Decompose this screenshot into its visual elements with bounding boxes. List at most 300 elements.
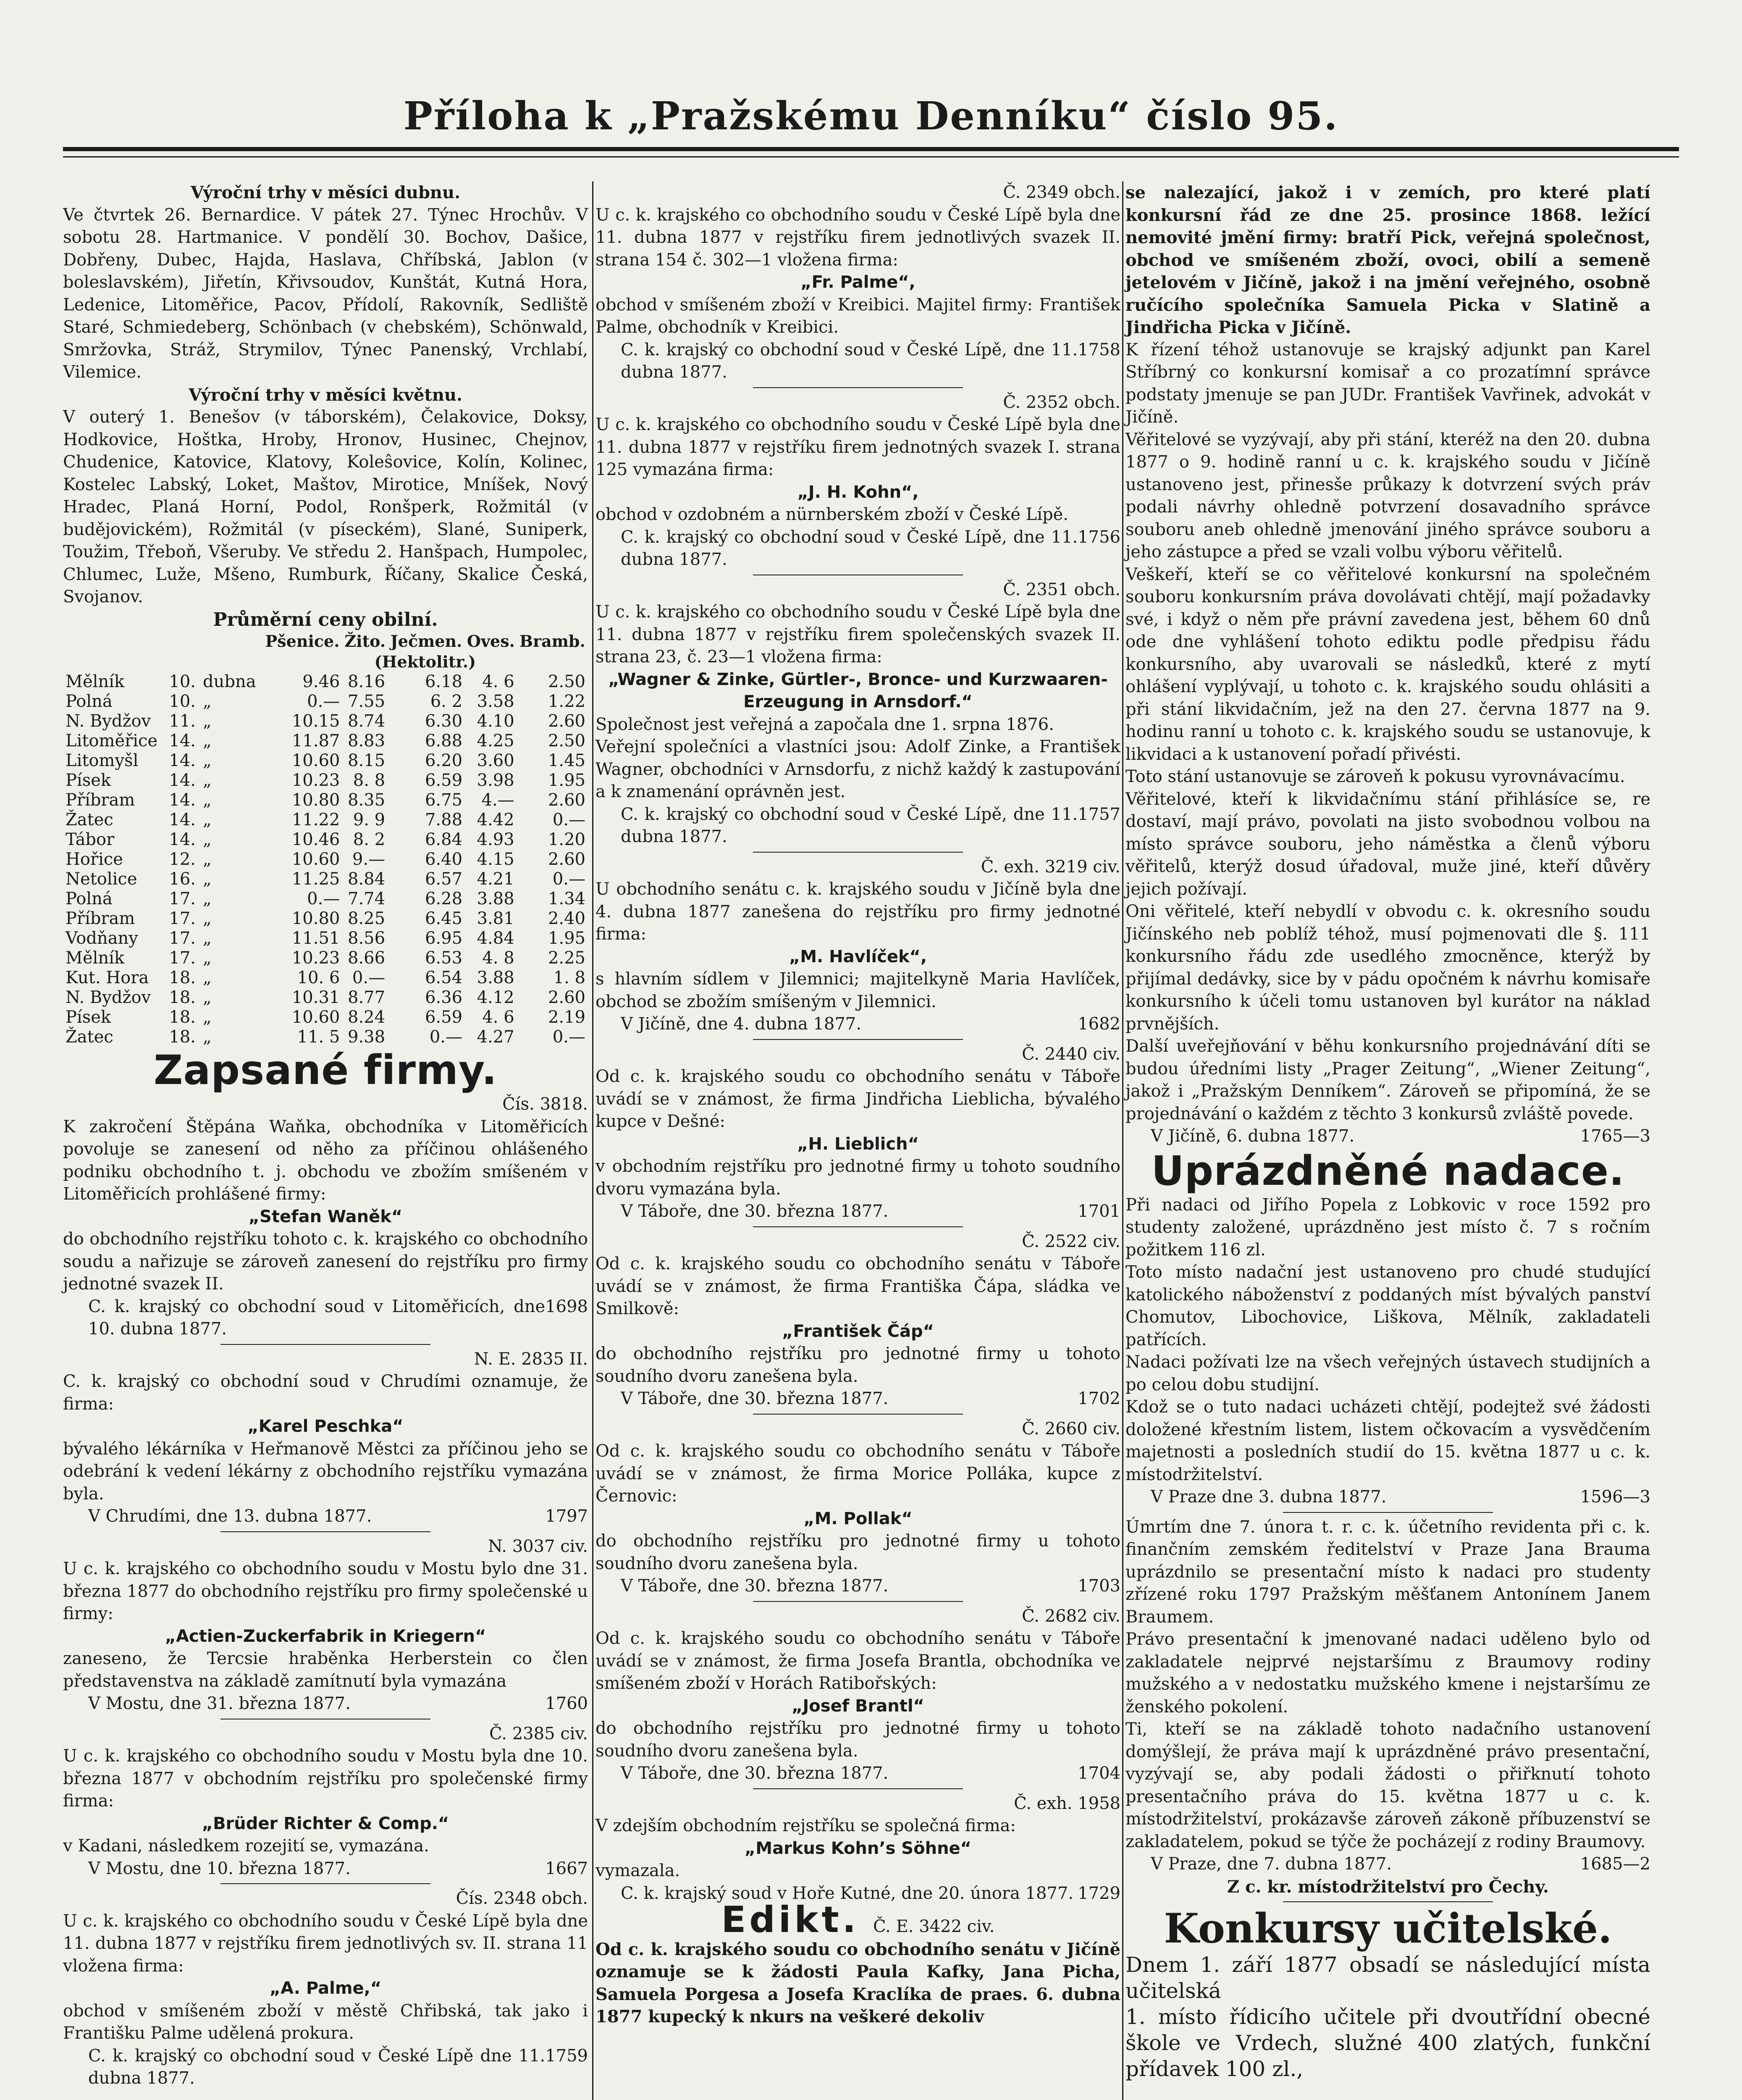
market-town: Litomyšl [66,751,139,770]
entry-text: U c. k. krajského co obchodního soudu v České Lípě byla dne 11. dubna 1877 v rejstříku firem jednotlivých svazek II. strana 154 č. 302—1 vložena firma: [596,205,1120,270]
grain-price-row [63,711,588,731]
endowments-section-title: Uprázdněné nadace. [1151,1147,1625,1194]
price-cell: „ [203,692,212,711]
entry-number: 1701 [1078,1202,1120,1221]
market-town: Písek [66,771,111,790]
price-cell: 3.58 [477,692,514,711]
price-cell: 16. [169,869,196,889]
price-cell: 10. [169,672,196,691]
price-cell: 2.25 [548,948,585,968]
price-cell: „ [203,988,212,1007]
price-cell: „ [203,771,212,790]
entry-ref: Č. 2660 civ. [1022,1419,1120,1438]
price-cell: „ [203,850,212,869]
price-cell: 3.88 [477,889,514,908]
fairs-april-title: Výroční trhy v měsíci dubnu. [190,183,460,202]
fairs-april-text: Ve čtvrtek 26. Bernardice. V pátek 27. Týnec Hrochův. V sobotu 28. Hartmanice. V pondělí 30. Bochov, Dašice, Dobřeny, Dubec, Hajda, Haslava, Chříbská, Jablon (v boleslavském), Jiřetín, Křivsoudov, Kunštát, Kutná Hora, Ledenice, Litoměřice, Pacov, Přídolí, Rakovník, Sedliště Staré, Schmiedeberg, Schönbach (v chebském), Schönwald, Smržovka, Stráž, Strymilov, Týnec Panenský, Vrchlabí, Vilemice. [63,205,588,382]
price-cell: 7.55 [348,692,386,711]
firm-name: „Stefan Waněk“ [248,1207,403,1226]
grain-price-row [63,751,588,771]
entry-text: bývalého lékárníka v Heřmanově Městci za příčinou jeho se odebrání k vedení lékárny z obchodního rejstříku vymazána byla. [63,1439,588,1504]
entry-ref: Č. 2352 obch. [1003,392,1120,412]
entry-place: V Praze, dne 7. dubna 1877. [1151,1854,1392,1874]
entry-text: s hlavním sídlem v Jilemnici; majitelkyně Maria Havlíček, obchod se zbožím smíšeným v Jilemnici. [596,969,1120,1011]
endowment-paragraph: Právo presentační k jmenované nadaci uděleno bylo od zakladatele nejprvé nejstaršímu z Braumovy rodiny mužského a v nedostatku mužského kmene i nejstaršímu ze ženského pokolení. [1125,1630,1650,1717]
firms-section-title: Zapsané firmy. [153,1047,498,1094]
entry-place: V Chrudími, dne 13. dubna 1877. [88,1507,372,1526]
firm-name: „Fr. Palme“, [800,273,916,292]
price-cell: 18. [169,1008,196,1027]
price-cell: 4. 6 [482,672,514,691]
price-cell: 8. 8 [353,771,386,790]
grain-price-row [63,948,588,968]
firm-name: „Karel Peschka“ [247,1417,404,1436]
entry-ref: Čís. 2348 obch. [456,1889,588,1908]
price-cell: 4. 8 [482,948,514,968]
col-header: Žito. [344,632,386,651]
col-header: Oves. [467,632,515,651]
market-town: N. Bydžov [66,711,151,731]
price-cell: 6.59 [425,1008,463,1027]
entry-ref: Č. 2349 obch. [1003,183,1120,202]
price-cell: 8.66 [348,948,386,968]
price-cell: 2.60 [548,988,585,1007]
entry-ref: N. E. 2835 II. [474,1349,588,1369]
price-cell: 10.80 [291,790,340,810]
price-cell: 10.23 [291,771,340,790]
market-town: Polná [66,692,113,711]
entry-place: C. k. krajský co obchodní soud v České Lípě, dne 11. dubna 1877. [621,340,1078,382]
separator [753,1226,963,1227]
price-cell: 8.77 [348,988,386,1007]
grain-price-row [63,988,588,1008]
market-town: Příbram [66,790,135,810]
price-cell: 4.21 [477,869,514,889]
entry-place: V Táboře, dne 30. března 1877. [621,1389,889,1408]
edikt-paragraph: K řízení téhož ustanovuje se krajský adjunkt pan Karel Stříbrný co konkursní komisař a co prozatímní správce podstaty jmenuje se pan JUDr. František Vavřinek, advokát v Jičíně. [1125,340,1650,427]
price-cell: 9.38 [348,1027,386,1047]
market-town: Kut. Hora [66,968,149,987]
price-cell: 12. [169,850,196,869]
firm-name: „H. Lieblich“ [797,1134,919,1154]
price-cell: 6.20 [425,751,463,770]
entry-number: 1698 [545,1297,588,1316]
entry-number: 1682 [1078,1014,1120,1034]
price-cell: 4. 6 [482,1008,514,1027]
endowment-paragraph: Úmrtím dne 7. února t. r. c. k. účetního revidenta při c. k. finančním zemském ředitelství v Praze Jana Brauma uprázdnilo se presentační místo k nadaci pro studenty zřízené roku 1797 Pražským měšťanem Antonínem Janem Braumem. [1125,1517,1650,1627]
market-town: Litoměřice [66,731,158,751]
price-cell: „ [203,948,212,968]
market-town: Příbram [66,909,135,928]
grain-price-row [63,810,588,830]
entry-number: 1685—2 [1580,1854,1650,1874]
price-cell: 10. 6 [297,968,340,987]
price-cell: 10.46 [291,830,340,849]
col-header: Bramb. [519,632,585,651]
edikt-paragraph: Věřitelové, kteří k likvidačnímu stání přihlásíce se, re dostaví, mají právo, povolati na jisto svobodnou volbou na místo správce souboru, jeho náměstka a členů výboru věřitelů, kterýž dosud úřadoval, muže jiné, kteří důvěry jejich požívají. [1125,789,1650,899]
price-cell: 1.95 [548,929,585,948]
entry-number: 1596—3 [1580,1487,1650,1507]
price-cell: 4.93 [477,830,514,849]
price-cell: 2.50 [548,731,585,751]
price-cell: 8.16 [348,672,386,691]
firm-name: „M. Havlíček“, [789,947,927,966]
entry-place: C. k. krajský co obchodní soud v České Lípě, dne 11. dubna 1877. [621,804,1078,846]
entry-text: U c. k. krajského co obchodního soudu v Mostu bylo dne 31. března 1877 do obchodního rejstříku pro firmy společenské u firmy: [63,1559,588,1623]
price-cell: „ [203,889,212,908]
price-cell: 2.40 [548,909,585,928]
edikt-paragraph: Veškeří, kteří se co věřitelové konkursní na společném souboru konkursním práva dovolávati chtějí, mají požadavky své, i když o něm pře právní zavedena jest, během 60 dnů ode dne vyhlášení tohoto ediktu podle předpisu řádu konkursního, aby uvarovali se následků, které z mytí ohlášení vyplývají, u tohoto c. k. krajského soudu ohlásiti a při stání likvidačním, jež na den 27. června 1877 na 9. hodinu ranní u tohoto c. k. krajského soudu se ustanovuje, k likvidaci a k ustanovení pořadí přivésti. [1125,564,1650,764]
entry-ref: Č. exh. 3219 civ. [981,857,1120,877]
entry-text: v obchodním rejstříku pro jednotné firmy u tohoto soudního dvoru vymazána byla. [596,1157,1120,1199]
competition-paragraph: 1. místo řídicího učitele při dvoutřídní obecné škole ve Vrdech, služné 400 zlatých, funkční přídavek 100 zl., [1125,2005,1650,2081]
grain-price-row [63,968,588,988]
price-cell: 6.84 [425,830,463,849]
price-cell: 8.24 [348,1008,386,1027]
column-divider-2 [1122,181,1123,2100]
firm-name: „Wagner & Zinke, Gürtler-, Bronce- und Kurzwaaren-Erzeugung in Arnsdorf.“ [608,669,1108,711]
grain-price-row [63,731,588,751]
price-cell: 11.22 [291,810,340,830]
entry-ref: Č. 2682 civ. [1022,1606,1120,1626]
col-header: Pšenice. [265,632,340,651]
entry-text: U c. k. krajského co obchodního soudu v České Lípě byla dne 11. dubna 1877 v rejstříku firem jednotných svazek I. strana 125 vymazána firma: [596,415,1120,479]
grain-price-row [63,929,588,948]
price-cell: 6.95 [425,929,463,948]
entry-ref: Č. exh. 1958 [1014,1793,1120,1813]
price-cell: 8.35 [348,790,386,810]
entry-text: V zdejším obchodním rejstříku se společná firma: [596,1816,1016,1835]
entry-ref: Č. 2440 civ. [1022,1044,1120,1064]
entry-text: K zakročení Štěpána Waňka, obchodníka v Litoměřicích povoluje se zanesení od něho za příčinou ohlášeného podniku obchodního t. j. obchodu ve zbožím smíšeném v Litoměřicích prohlášené firmy: [63,1117,588,1204]
entry-text: C. k. krajský co obchodní soud v Chrudími oznamuje, že firma: [63,1372,588,1414]
separator [1283,1901,1493,1902]
price-cell: 11.51 [291,929,340,948]
grain-prices-table [63,631,588,1047]
price-cell: „ [203,711,212,731]
grain-price-row [63,771,588,790]
market-town: Vodňany [66,929,138,948]
price-cell: „ [203,1008,212,1027]
price-cell: 4.27 [477,1027,514,1047]
price-cell: 0.— [552,869,585,889]
endowment-paragraph: Ti, kteří se na základě tohoto nadačního ustanovení domýšlejí, že práva mají k uprázdněné právo presentační, vyzývají se, aby podali žádosti o přiřknutí tohoto presentačního práva do 15. května 1877 u c. k. místodržitelství, prokázavše zároveň zákoně příbuzenství se zakladatelem, pokud se týče že pocházejí z rodiny Braumovy. [1125,1719,1650,1851]
price-cell: 1.22 [548,692,585,711]
market-town: Polná [66,889,113,908]
entry-text: vymazala. [596,1861,680,1880]
grain-prices-header [63,631,588,651]
price-cell: 10.31 [291,988,340,1007]
price-cell: 9. 9 [353,810,386,830]
market-town: Mělník [66,672,125,691]
price-cell: 6.59 [425,771,463,790]
price-cell: 14. [169,790,196,810]
grain-price-row [63,790,588,810]
price-cell: 6.45 [425,909,463,928]
price-cell: 6.40 [425,850,463,869]
price-cell: 7.74 [348,889,386,908]
edikt-title: Edikt. [721,1899,860,1941]
grain-price-row [63,850,588,869]
price-cell: 9.46 [302,672,340,691]
endowment-paragraph: Toto místo nadační jest ustanoveno pro chudé studující katolického náboženství z poddaných míst bývalých panství Chomutov, Libochovice, Liškova, Mělník, zakladateli patřících. [1125,1263,1650,1349]
price-cell: 4.10 [477,711,514,731]
price-cell: 11.25 [291,869,340,889]
price-cell: 18. [169,1027,196,1047]
price-cell: 14. [169,810,196,830]
price-cell: 6.54 [425,968,463,987]
price-cell: 17. [169,909,196,928]
entry-text: obchod v smíšeném zboží v Kreibici. Majitel firmy: František Palme, obchodník v Kreibici. [596,295,1120,337]
price-cell: 4.84 [477,929,514,948]
price-cell: 3.98 [477,771,514,790]
signature: Z c. kr. místodržitelství pro Čechy. [1227,1877,1549,1897]
price-cell: 10. [169,692,196,711]
price-cell: 18. [169,988,196,1007]
entry-ref: Čís. 3818. [502,1095,588,1114]
price-cell: 8.15 [348,751,386,770]
price-cell: 2.60 [548,790,585,810]
entry-place: C. k. krajský co obchodní soud v České Lípě, dne 11. dubna 1877. [621,527,1078,569]
price-cell: 6.57 [425,869,463,889]
separator [220,1531,430,1532]
endowment-paragraph: Při nadaci od Jiřího Popela z Lobkovic v roce 1592 pro studenty založené, uprázdněno jest místo č. 7 s ročním požitkem 116 zl. [1125,1195,1650,1260]
entry-place: V Jičíně, 6. dubna 1877. [1151,1126,1355,1146]
edikt-paragraph: Další uveřejňování v běhu konkursního projednávání díti se budou úředními listy „Prager Zeitung“, „Wiener Zeitung“, jakož i „Pražským Denníkem“. Zároveň se připomíná, že se projednávání o každém z těchto 3 konkursů zvláště povede. [1125,1037,1650,1124]
separator [753,852,963,853]
firm-name: „František Čáp“ [782,1321,934,1341]
entry-place: V Praze dne 3. dubna 1877. [1151,1487,1387,1507]
entry-number: 1702 [1078,1389,1120,1408]
price-cell: 17. [169,929,196,948]
market-town: Žatec [66,810,113,830]
entry-text: do obchodního rejstříku pro jednotné firmy u tohoto soudního dvoru zanešena byla. [596,1344,1120,1386]
column-2 [596,181,1120,2028]
price-cell: 4.15 [477,850,514,869]
entry-ref: Č. 2385 civ. [489,1724,588,1743]
entry-number: 1759 [545,2046,588,2066]
entry-number: 1756 [1078,527,1120,547]
price-cell: 3.60 [477,751,514,770]
entry-text: v Kadani, následkem rozejití se, vymazána. [63,1836,429,1856]
column-3 [1125,181,1650,2082]
market-town: Netolice [66,869,137,889]
price-cell: 6.53 [425,948,463,968]
price-cell: „ [203,751,212,770]
column-divider-1 [592,181,593,2100]
separator [753,1601,963,1602]
entry-text: Od c. k. krajského soudu co obchodního senátu v Táboře uvádí se v známost, že firma Morice Polláka, kupce z Černovic: [596,1441,1120,1506]
endowment-paragraph: Kdož se o tuto nadaci ucházeti chtějí, podejtež své žádosti doložené křestním listem, listem očkovacím a vysvědčením majetnosti a posledních studií do 15. května 1877 u c. k. místodržitelství. [1125,1397,1650,1484]
price-cell: 4.42 [477,810,514,830]
entry-number: 1667 [545,1858,588,1878]
fairs-may-title: Výroční trhy v měsíci květnu. [189,385,462,405]
entry-text: Veřejní společníci a vlastníci jsou: Adolf Zinke, a František Wagner, obchodníci v Arnsdorfu, z nichž každý k zastupování a k znamenání oprávněn jest. [596,737,1120,801]
price-cell: 18. [169,968,196,987]
price-cell: 10.60 [291,1008,340,1027]
price-cell: „ [203,968,212,987]
price-cell: 3.81 [477,909,514,928]
firm-name: „Actien-Zuckerfabrik in Kriegern“ [165,1626,486,1646]
entry-ref: Č. 2351 obch. [1003,580,1120,599]
separator [220,1883,430,1884]
price-cell: 2.60 [548,711,585,731]
price-cell: „ [203,830,212,849]
price-cell: 2.19 [548,1008,585,1027]
price-cell: 1.95 [548,771,585,790]
price-cell: 11.87 [291,731,340,751]
entry-ref: N. 3037 civ. [488,1536,588,1556]
price-cell: 0.— [552,1027,585,1047]
firm-name: „A. Palme,“ [269,1979,382,1998]
entry-number: 1704 [1078,1764,1120,1783]
price-cell: 6.75 [425,790,463,810]
price-cell: 11. [169,711,196,731]
entry-ref: Č. 2522 civ. [1022,1231,1120,1251]
competition-paragraph: Dnem 1. září 1877 obsadí se následující místa učitelská [1125,1953,1650,2003]
entry-number: 1729 [1078,1883,1120,1903]
edikt-continued: se nalezající, jakož i v zemích, pro které platí konkursní řád ze dne 25. prosince 1868. ležící nemovité jmění firmy: bratří Pick, veřejná společnost, obchod ve smíšeném zboží, ovoci, obilí a semeně jetelovém v Jičíně, jakož i na jmění veřejného, osobně ručícího společníka Samuela Picka v Slatině a Jindřicha Picka v Jičíně. [1125,183,1650,337]
entry-text: U c. k. krajského co obchodního soudu v České Lípě byla dne 11. dubna 1877 v rejstříku firem jednotlivých sv. II. strana 11 vložena firma: [63,1911,588,1976]
entry-number: 1760 [545,1694,588,1713]
market-town: Mělník [66,948,125,968]
entry-text: do obchodního rejstříku pro jednotné firmy u tohoto soudního dvoru zanešena byla. [596,1531,1120,1573]
teacher-competitions-title: Konkursy učitelské. [1164,1905,1612,1952]
firm-name: „Josef Brantl“ [792,1696,924,1716]
separator [753,1039,963,1040]
market-town: Hořice [66,850,123,869]
separator [753,1788,963,1789]
separator [753,1414,963,1415]
price-cell: 1.20 [548,830,585,849]
price-cell: dubna [203,672,256,691]
price-cell: „ [203,1027,212,1047]
price-cell: 7.88 [425,810,463,830]
market-town: N. Bydžov [66,988,151,1007]
grain-price-row [63,869,588,889]
price-cell: 8.56 [348,929,386,948]
price-cell: 2.60 [548,850,585,869]
price-cell: „ [203,731,212,751]
price-cell: 3.88 [477,968,514,987]
edikt-paragraph: Toto stání ustanovuje se zároveň k pokusu vyrovnávacímu. [1125,767,1625,786]
price-cell: 9.— [352,850,386,869]
separator [753,387,963,388]
entry-text: obchod v smíšeném zboží v městě Chřibská, tak jako i Františku Palme udělená prokura. [63,2001,588,2043]
price-cell: 0.— [552,810,585,830]
price-cell: „ [203,790,212,810]
entry-place: V Jičíně, dne 4. dubna 1877. [621,1014,861,1034]
price-cell: 17. [169,889,196,908]
col-header: Ječmen. [390,632,462,651]
entry-place: C. k. krajský soud v Hoře Kutné, dne 20. února 1877. [621,1883,1074,1903]
price-cell: 8.74 [348,711,386,731]
price-cell: „ [203,909,212,928]
edikt-paragraph: Oni věřitelé, kteří nebydlí v obvodu c. k. okresního soudu Jičínského neb poblíž téhož, musí pojmenovati dle §. 111 konkursního řádu zde usedlého zmocněnce, kterýž by přijímal dedávky, sice by v pádu opočném k návrhu komisaře konkursního k účeli tomu ustanoven byl kurátor na náklad prvnějších. [1125,902,1650,1034]
price-cell: 8.25 [348,909,386,928]
firm-name: „Brüder Richter & Comp.“ [202,1814,449,1833]
price-cell: 4.25 [477,731,514,751]
fairs-may-text: V outerý 1. Benešov (v táborském), Čelakovice, Doksy, Hodkovice, Hoštka, Hroby, Hronov, Husinec, Chejnov, Chudenice, Katovice, Klatovy, Koleŝovice, Kolín, Kolinec, Kostelec Labský, Loket, Maštov, Mirotice, Mníšek, Nový Hradec, Planá Horní, Podol, Ronšperk, Rožmitál (v budějovickém), Rožmitál (v píseckém), Slané, Suniperk, Toužim, Třeboň, Všeruby. Ve středu 2. Hanšpach, Humpolec, Chlumec, Luže, Mšeno, Rumburk, Říčany, Skalice Česká, Svojanov. [63,407,588,606]
price-cell: „ [203,929,212,948]
grain-price-row [63,1027,588,1047]
price-cell: 6.88 [425,731,463,751]
separator [220,1344,430,1345]
separator [1283,1512,1493,1513]
market-town: Písek [66,1008,111,1027]
grain-price-row [63,672,588,692]
price-cell: 6. 2 [430,692,463,711]
market-town: Tábor [66,830,115,849]
price-cell: 4.12 [477,988,514,1007]
entry-text: do obchodního rejstříku pro jednotné firmy u tohoto soudního dvoru zanešena byla. [596,1719,1120,1761]
entry-place: C. k. krajský co obchodní soud v Litoměřicích, dne 10. dubna 1877. [88,1297,546,1339]
entry-text: Společnost jest veřejná a započala dne 1. srpna 1876. [596,714,1054,734]
entry-place: V Táboře, dne 30. března 1877. [621,1764,889,1783]
price-cell: 0.— [307,692,340,711]
price-cell: 10.60 [291,751,340,770]
edikt-text: Od c. k. krajského soudu co obchodního senátu v Jičíně oznamuje se k žádosti Paula Kafky, Jana Picha, Samuela Porgesa a Josefa Kraclíka de praes. 6. dubna 1877 kupecký k nkurs na veškeré dekoliv [596,1939,1120,2026]
masthead-rule-thin [63,156,1679,158]
grain-price-row [63,692,588,711]
entry-place: V Táboře, dne 30. března 1877. [621,1576,889,1596]
endowment-paragraph: Nadaci požívati lze na všech veřejných ústavech studijních a po celou dobu studijní. [1125,1352,1650,1394]
entry-text: Od c. k. krajského soudu co obchodního senátu v Táboře uvádí se v známost, že firma Josefa Brantla, obchodníka ve smíšeném zboží v Horách Ratibořských: [596,1629,1120,1693]
grain-price-row [63,1008,588,1027]
prices-title: Průměrní ceny obilní. [213,609,438,630]
price-cell: 4.— [481,790,514,810]
price-cell: 6.30 [425,711,463,731]
price-cell: „ [203,810,212,830]
price-cell: 14. [169,731,196,751]
edikt-paragraph: Věřitelové se vyzývají, aby při stání, kteréž na den 20. dubna 1877 o 9. hodině ranní u c. k. krajského soudu v Jičíně ustanoveno jest, přinesše průkazy k dotvrzení svých práv podali návrhy ohledně potvrzení dosavadního správce souboru aneb ohledně jmenování jiného správce souboru a jeho zástupce a před se vzali volbu výboru věřitelů. [1125,430,1650,562]
grain-price-row [63,909,588,929]
entry-number: 1757 [1078,804,1120,824]
entry-text: do obchodního rejstříku tohoto c. k. krajského co obchodního soudu a nařizuje se zároveň zanesení do rejstříku pro firmy jednotné svazek II. [63,1229,588,1294]
price-cell: 10.60 [291,850,340,869]
price-cell: 2.50 [548,672,585,691]
price-cell: 6.18 [425,672,463,691]
market-town: Žatec [66,1027,113,1047]
price-cell: 10.23 [291,948,340,968]
entry-number: 1703 [1078,1576,1120,1596]
price-cell: 10.80 [291,909,340,928]
price-cell: 8.84 [348,869,386,889]
grain-price-row [63,830,588,850]
entry-text: U obchodního senátu c. k. krajského soudu v Jičíně byla dne 4. dubna 1877 zanešena do rejstříku pro firmy jednotné firma: [596,879,1120,944]
masthead: Příloha k „Pražskému Denníku“ číslo 95. [403,93,1339,139]
price-cell: 8. 2 [353,830,386,849]
entry-number: 1758 [1078,340,1120,360]
entry-text: Od c. k. krajského soudu co obchodního senátu v Táboře uvádí se v známost, že firma Františka Čápa, sládka ve Smilkově: [596,1254,1120,1318]
price-cell: 10.15 [291,711,340,731]
entry-text: Od c. k. krajského soudu co obchodního senátu v Táboře uvádí se v známost, že firma Jindřicha Lieblicha, bývalého kupce v Dešné: [596,1067,1120,1131]
entry-number: 1765—3 [1580,1126,1650,1146]
entry-text: U c. k. krajského co obchodního soudu v Mostu byla dne 10. března 1877 v obchodním rejstříku pro společenské firmy firma: [63,1746,588,1811]
price-cell: 1.34 [548,889,585,908]
entry-place: V Táboře, dne 30. března 1877. [621,1202,889,1221]
entry-text: obchod v ozdobném a nürnberském zboží v České Lípě. [596,505,1068,524]
price-cell: 17. [169,948,196,968]
price-cell: „ [203,869,212,889]
firm-name: „Markus Kohn’s Söhne“ [745,1838,971,1858]
price-cell: 14. [169,771,196,790]
price-cell: 0.— [307,889,340,908]
firm-name: „M. Pollak“ [803,1509,913,1528]
prices-unit: (Hektolitr.) [374,652,476,671]
column-1 [63,181,588,2090]
entry-text: U c. k. krajského co obchodního soudu v České Lípě byla dne 11. dubna 1877 v rejstříku firem společenských svazek II. strana 23, č. 23—1 vložena firma: [596,602,1120,667]
